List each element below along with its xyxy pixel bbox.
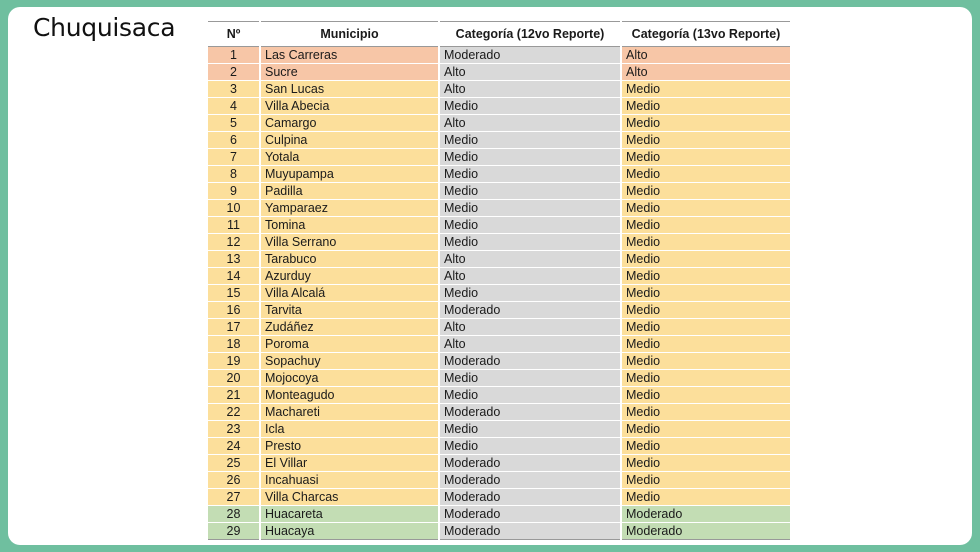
table-row xyxy=(208,387,790,404)
table-row xyxy=(208,438,790,455)
category-13-cell: Medio xyxy=(621,268,790,285)
table-row xyxy=(208,489,790,506)
category-12-cell: Moderado xyxy=(439,353,621,370)
row-number: 23 xyxy=(208,421,260,438)
table-row xyxy=(208,353,790,370)
municipio-cell: Villa Alcalá xyxy=(260,285,439,302)
row-number: 9 xyxy=(208,183,260,200)
row-number: 29 xyxy=(208,523,260,540)
table-row xyxy=(208,370,790,387)
table-row xyxy=(208,166,790,183)
municipio-cell: Tarabuco xyxy=(260,251,439,268)
municipio-cell: Azurduy xyxy=(260,268,439,285)
category-13-cell: Moderado xyxy=(621,506,790,523)
category-12-cell: Medio xyxy=(439,421,621,438)
category-13-cell: Medio xyxy=(621,319,790,336)
header-number: Nº xyxy=(208,22,260,47)
category-12-cell: Medio xyxy=(439,234,621,251)
municipio-cell: Las Carreras xyxy=(260,47,439,64)
row-number: 5 xyxy=(208,115,260,132)
category-12-cell: Alto xyxy=(439,268,621,285)
slide xyxy=(8,7,972,545)
category-13-cell: Medio xyxy=(621,336,790,353)
page-title: Chuquisaca xyxy=(33,13,176,42)
table-row xyxy=(208,455,790,472)
category-13-cell: Medio xyxy=(621,149,790,166)
category-12-cell: Alto xyxy=(439,64,621,81)
category-12-cell: Medio xyxy=(439,387,621,404)
municipio-cell: Tomina xyxy=(260,217,439,234)
municipio-cell: Incahuasi xyxy=(260,472,439,489)
table-row xyxy=(208,472,790,489)
category-13-cell: Alto xyxy=(621,47,790,64)
category-13-cell: Medio xyxy=(621,438,790,455)
row-number: 6 xyxy=(208,132,260,149)
category-12-cell: Medio xyxy=(439,132,621,149)
category-13-cell: Medio xyxy=(621,387,790,404)
table-row xyxy=(208,47,790,64)
municipality-table xyxy=(208,21,790,540)
table-row xyxy=(208,302,790,319)
header-category-13: Categoría (13vo Reporte) xyxy=(621,22,790,47)
row-number: 7 xyxy=(208,149,260,166)
row-number: 3 xyxy=(208,81,260,98)
municipio-cell: Villa Serrano xyxy=(260,234,439,251)
category-13-cell: Medio xyxy=(621,251,790,268)
table-row xyxy=(208,421,790,438)
row-number: 16 xyxy=(208,302,260,319)
category-13-cell: Medio xyxy=(621,370,790,387)
table-row xyxy=(208,217,790,234)
row-number: 27 xyxy=(208,489,260,506)
category-12-cell: Moderado xyxy=(439,47,621,64)
municipio-cell: Presto xyxy=(260,438,439,455)
category-12-cell: Medio xyxy=(439,166,621,183)
category-12-cell: Medio xyxy=(439,149,621,166)
category-12-cell: Alto xyxy=(439,81,621,98)
table-row xyxy=(208,115,790,132)
municipio-cell: Villa Charcas xyxy=(260,489,439,506)
table-header-row xyxy=(208,22,790,47)
row-number: 22 xyxy=(208,404,260,421)
category-12-cell: Moderado xyxy=(439,489,621,506)
row-number: 21 xyxy=(208,387,260,404)
category-13-cell: Medio xyxy=(621,166,790,183)
row-number: 26 xyxy=(208,472,260,489)
category-13-cell: Medio xyxy=(621,472,790,489)
row-number: 8 xyxy=(208,166,260,183)
row-number: 4 xyxy=(208,98,260,115)
row-number: 17 xyxy=(208,319,260,336)
table-row xyxy=(208,200,790,217)
row-number: 25 xyxy=(208,455,260,472)
category-13-cell: Medio xyxy=(621,234,790,251)
category-12-cell: Moderado xyxy=(439,523,621,540)
category-12-cell: Moderado xyxy=(439,472,621,489)
row-number: 15 xyxy=(208,285,260,302)
table-row xyxy=(208,523,790,540)
table-row xyxy=(208,285,790,302)
table-row xyxy=(208,132,790,149)
category-13-cell: Medio xyxy=(621,200,790,217)
table-row xyxy=(208,81,790,98)
row-number: 2 xyxy=(208,64,260,81)
municipio-cell: Icla xyxy=(260,421,439,438)
row-number: 13 xyxy=(208,251,260,268)
category-13-cell: Medio xyxy=(621,132,790,149)
table-row xyxy=(208,336,790,353)
category-13-cell: Medio xyxy=(621,421,790,438)
category-12-cell: Medio xyxy=(439,438,621,455)
category-13-cell: Medio xyxy=(621,98,790,115)
row-number: 11 xyxy=(208,217,260,234)
table-row xyxy=(208,98,790,115)
table-row xyxy=(208,268,790,285)
municipio-cell: San Lucas xyxy=(260,81,439,98)
table-row xyxy=(208,251,790,268)
category-13-cell: Medio xyxy=(621,81,790,98)
table-row xyxy=(208,149,790,166)
category-13-cell: Medio xyxy=(621,455,790,472)
municipio-cell: Machareti xyxy=(260,404,439,421)
municipio-cell: El Villar xyxy=(260,455,439,472)
municipio-cell: Huacareta xyxy=(260,506,439,523)
category-13-cell: Medio xyxy=(621,489,790,506)
municipio-cell: Yotala xyxy=(260,149,439,166)
category-12-cell: Medio xyxy=(439,285,621,302)
table-row xyxy=(208,506,790,523)
municipio-cell: Villa Abecia xyxy=(260,98,439,115)
municipio-cell: Mojocoya xyxy=(260,370,439,387)
table-body xyxy=(208,47,790,540)
category-12-cell: Moderado xyxy=(439,506,621,523)
row-number: 20 xyxy=(208,370,260,387)
municipio-cell: Yamparaez xyxy=(260,200,439,217)
category-13-cell: Medio xyxy=(621,302,790,319)
municipio-cell: Muyupampa xyxy=(260,166,439,183)
category-13-cell: Medio xyxy=(621,115,790,132)
row-number: 18 xyxy=(208,336,260,353)
table-row xyxy=(208,319,790,336)
category-13-cell: Moderado xyxy=(621,523,790,540)
municipio-cell: Poroma xyxy=(260,336,439,353)
municipio-cell: Padilla xyxy=(260,183,439,200)
category-13-cell: Medio xyxy=(621,217,790,234)
table-row xyxy=(208,404,790,421)
municipio-cell: Sopachuy xyxy=(260,353,439,370)
municipio-cell: Tarvita xyxy=(260,302,439,319)
category-12-cell: Medio xyxy=(439,370,621,387)
category-13-cell: Medio xyxy=(621,183,790,200)
category-12-cell: Medio xyxy=(439,217,621,234)
category-12-cell: Moderado xyxy=(439,404,621,421)
municipio-cell: Huacaya xyxy=(260,523,439,540)
municipio-cell: Monteagudo xyxy=(260,387,439,404)
row-number: 14 xyxy=(208,268,260,285)
municipio-cell: Sucre xyxy=(260,64,439,81)
category-12-cell: Alto xyxy=(439,319,621,336)
header-municipio: Municipio xyxy=(260,22,439,47)
category-12-cell: Medio xyxy=(439,98,621,115)
row-number: 24 xyxy=(208,438,260,455)
table-row xyxy=(208,234,790,251)
table-row xyxy=(208,183,790,200)
row-number: 10 xyxy=(208,200,260,217)
category-13-cell: Medio xyxy=(621,285,790,302)
category-12-cell: Alto xyxy=(439,115,621,132)
municipio-cell: Zudáñez xyxy=(260,319,439,336)
category-13-cell: Medio xyxy=(621,404,790,421)
row-number: 28 xyxy=(208,506,260,523)
municipio-cell: Culpina xyxy=(260,132,439,149)
municipio-cell: Camargo xyxy=(260,115,439,132)
table-row xyxy=(208,64,790,81)
category-12-cell: Medio xyxy=(439,200,621,217)
category-12-cell: Medio xyxy=(439,183,621,200)
category-12-cell: Moderado xyxy=(439,455,621,472)
category-12-cell: Moderado xyxy=(439,302,621,319)
row-number: 19 xyxy=(208,353,260,370)
category-12-cell: Alto xyxy=(439,251,621,268)
row-number: 1 xyxy=(208,47,260,64)
header-category-12: Categoría (12vo Reporte) xyxy=(439,22,621,47)
row-number: 12 xyxy=(208,234,260,251)
category-13-cell: Medio xyxy=(621,353,790,370)
category-13-cell: Alto xyxy=(621,64,790,81)
category-12-cell: Alto xyxy=(439,336,621,353)
